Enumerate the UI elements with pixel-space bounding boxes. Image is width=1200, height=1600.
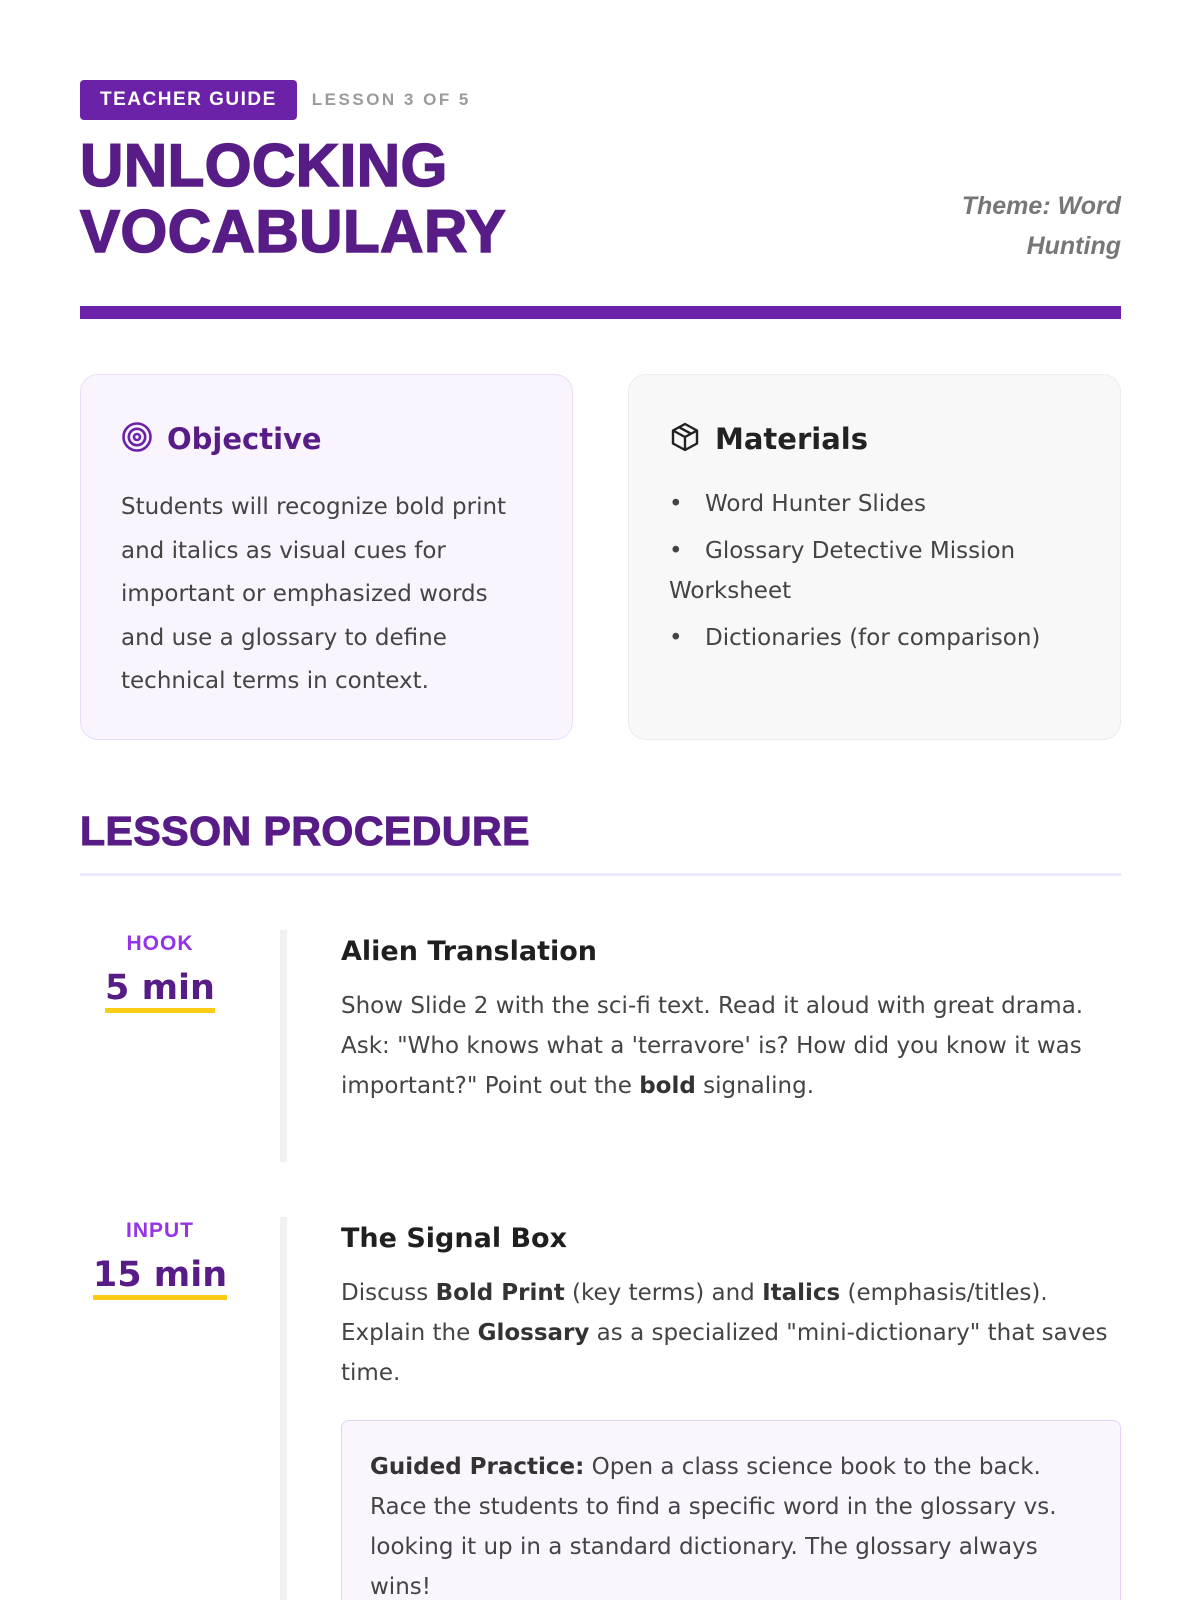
step-duration: 15 min bbox=[93, 1255, 227, 1300]
step-content bbox=[341, 932, 1121, 1106]
materials-card bbox=[628, 374, 1121, 740]
step-phase: HOOK bbox=[126, 932, 194, 955]
target-icon bbox=[121, 421, 153, 457]
step-text-bold: Glossary bbox=[477, 1320, 590, 1346]
step-description bbox=[341, 986, 1121, 1106]
step-timeline-bar bbox=[280, 1217, 287, 1600]
step-content bbox=[341, 1219, 1121, 1600]
title-line-1: UNLOCKING bbox=[80, 132, 448, 199]
lesson-theme bbox=[891, 186, 1121, 266]
package-icon bbox=[669, 421, 701, 457]
step-text-part: Discuss bbox=[341, 1280, 436, 1306]
materials-list-item: • Glossary Detective Mission Worksheet bbox=[669, 531, 1080, 611]
step-title: The Signal Box bbox=[341, 1223, 568, 1254]
materials-title: Materials bbox=[715, 422, 868, 456]
objective-card bbox=[80, 374, 573, 740]
guided-practice-callout bbox=[341, 1420, 1121, 1600]
objective-text: Students will recognize bold print and italics as visual cues for important or emphasized words and use a glossary to define technical terms in context. bbox=[121, 494, 507, 694]
step-timing bbox=[80, 1219, 240, 1300]
lesson-number: LESSON 3 OF 5 bbox=[311, 90, 471, 109]
step-text-bold: Bold Print bbox=[435, 1280, 565, 1306]
step-title: Alien Translation bbox=[341, 936, 598, 967]
teacher-guide-badge: TEACHER GUIDE bbox=[80, 80, 297, 120]
step-duration: 5 min bbox=[105, 968, 215, 1013]
materials-header bbox=[669, 419, 1080, 459]
callout-body: Open a class science book to the back. Race the students to find a specific word in the glossary vs. looking it up in a standard dictionary. The glossary always wins! bbox=[370, 1454, 1057, 1600]
objective-title: Objective bbox=[167, 422, 322, 456]
step-text-part: Show Slide 2 with the sci-fi text. Read it aloud with great drama. Ask: "Who knows what a 'terravore' is? How did you know it was important?" Point out the bbox=[341, 993, 1084, 1099]
header-divider bbox=[80, 306, 1121, 319]
callout-text bbox=[370, 1447, 1092, 1600]
step-text-part: as a specialized "mini-dictionary" that saves time. bbox=[341, 1320, 1108, 1386]
step-text-bold: bold bbox=[639, 1073, 696, 1099]
objective-header bbox=[121, 419, 532, 459]
step-timing bbox=[80, 932, 240, 1013]
materials-list-item: • Word Hunter Slides bbox=[669, 484, 1080, 524]
lesson-procedure-title: LESSON PROCEDURE bbox=[80, 808, 530, 854]
step-text-bold: Italics bbox=[762, 1280, 841, 1306]
materials-list-item: • Dictionaries (for comparison) bbox=[669, 618, 1080, 658]
step-phase: INPUT bbox=[126, 1219, 194, 1242]
step-text-part: (emphasis/titles). Explain the bbox=[341, 1280, 1048, 1346]
header-eyebrow bbox=[80, 80, 471, 120]
callout-label: Guided Practice: bbox=[370, 1454, 585, 1480]
step-text-part: (key terms) and bbox=[564, 1280, 763, 1306]
step-text-part: signaling. bbox=[695, 1073, 815, 1099]
step-timeline-bar bbox=[280, 930, 287, 1162]
title-line-2: VOCABULARY bbox=[80, 198, 507, 265]
step-description bbox=[341, 1273, 1121, 1393]
theme-line-2: Hunting bbox=[1026, 232, 1121, 260]
page-title bbox=[80, 133, 700, 265]
section-divider bbox=[80, 873, 1121, 876]
materials-list bbox=[669, 484, 1080, 658]
theme-line-1: Theme: Word bbox=[961, 192, 1121, 220]
